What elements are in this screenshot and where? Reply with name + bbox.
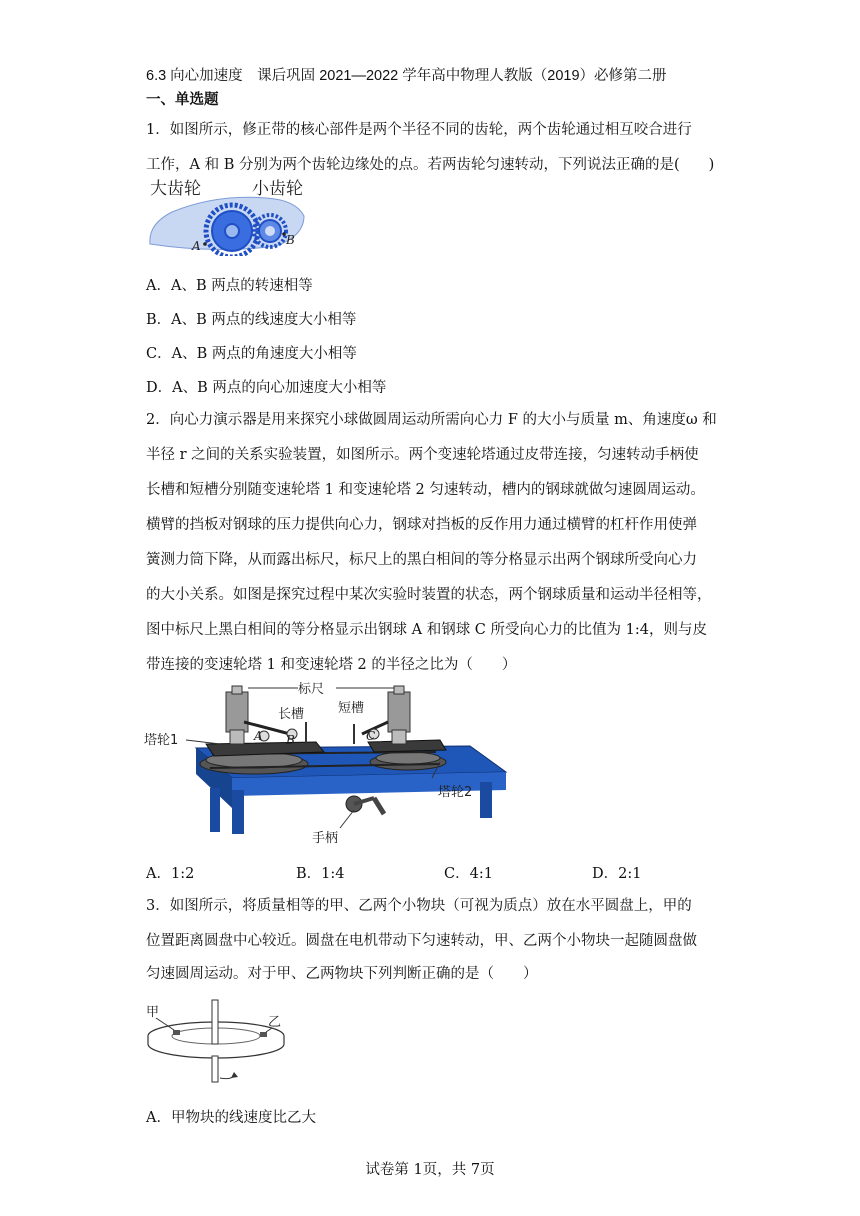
- q2-line-6: 的大小关系。如图是探究过程中某次实验时装置的状态，两个钢球质量和运动半径相等，: [146, 587, 712, 603]
- q3-line-2: 位置距离圆盘中心较近。圆盘在电机带动下匀速转动，甲、乙两个小物块一起随圆盘做: [146, 933, 697, 949]
- section-heading: 一、单选题: [146, 92, 219, 108]
- page-footer: 试卷第 1页，共 7页: [365, 1162, 495, 1178]
- q2-options-row: [146, 862, 746, 884]
- label-yi: 乙: [268, 1015, 282, 1030]
- label-duancao: 短槽: [338, 701, 365, 716]
- label-jia: 甲: [146, 1005, 160, 1020]
- q2-line-7: 图中标尺上黑白相间的等分格显示出钢球 A 和钢球 C 所受向心力的比值为 1:4，则与皮: [146, 622, 707, 638]
- label-changcao: 长槽: [278, 707, 305, 722]
- q1-option-d: D．A、B 两点的向心加速度大小相等: [146, 380, 387, 396]
- q2-option-c: C．4:1: [444, 866, 493, 882]
- label-shoubing: 手柄: [312, 831, 339, 846]
- q3-line-3: 匀速圆周运动。对于甲、乙两物块下列判断正确的是（ ）: [146, 966, 538, 982]
- label-ball-b: B: [286, 733, 295, 747]
- q1-option-a: A．A、B 两点的转速相等: [146, 278, 313, 294]
- q2-option-b: B．1:4: [296, 866, 345, 882]
- page-title: 6.3 向心加速度 课后巩固 2021—2022 学年高中物理人教版（2019）必修第二册: [146, 68, 667, 84]
- label-point-a: A: [192, 239, 201, 253]
- q2-line-3: 长槽和短槽分别随变速轮塔 1 和变速轮塔 2 匀速转动，槽内的钢球就做匀速圆周运动。: [146, 482, 705, 498]
- centripetal-apparatus-figure: [140, 678, 512, 850]
- q2-line-1: 2．向心力演示器是用来探究小球做圆周运动所需向心力 F 的大小与质量 m、角速度ω 和: [146, 412, 717, 428]
- correction-tape-figure: [146, 176, 310, 256]
- q2-line-2: 半径 r 之间的关系实验装置，如图所示。两个变速轮塔通过皮带连接，匀速转动手柄使: [146, 447, 699, 463]
- label-ball-c: C: [366, 729, 376, 743]
- q1-option-b: B．A、B 两点的线速度大小相等: [146, 312, 357, 328]
- label-biaochi: 标尺: [298, 682, 325, 697]
- q1-option-c: C．A、B 两点的角速度大小相等: [146, 346, 357, 362]
- label-big-gear: 大齿轮: [150, 179, 201, 199]
- q3-line-1: 3．如图所示，将质量相等的甲、乙两个小物块（可视为质点）放在水平圆盘上，甲的: [146, 898, 692, 914]
- label-point-b: B: [286, 233, 295, 247]
- label-small-gear: 小齿轮: [252, 179, 303, 199]
- q2-option-d: D．2:1: [592, 866, 642, 882]
- q2-option-a: A．1:2: [146, 866, 195, 882]
- q1-line-2: 工作，A 和 B 分别为两个齿轮边缘处的点。若两齿轮匀速转动，下列说法正确的是( ): [146, 157, 715, 173]
- q2-line-5: 簧测力筒下降，从而露出标尺，标尺上的黑白相间的等分格显示出两个钢球所受向心力: [146, 552, 697, 568]
- label-ball-a: A: [254, 729, 263, 743]
- q2-line-8: 带连接的变速轮塔 1 和变速轮塔 2 的半径之比为（ ）: [146, 657, 517, 673]
- q3-option-a: A．甲物块的线速度比乙大: [146, 1110, 316, 1126]
- rotating-disk-figure: [140, 998, 300, 1092]
- q2-line-4: 横臂的挡板对钢球的压力提供向心力，钢球对挡板的反作用力通过横臂的杠杆作用使弹: [146, 517, 697, 533]
- q1-line-1: 1．如图所示，修正带的核心部件是两个半径不同的齿轮，两个齿轮通过相互咬合进行: [146, 122, 692, 138]
- label-talun2: 塔轮2: [438, 785, 473, 800]
- label-talun1: 塔轮1: [144, 733, 179, 748]
